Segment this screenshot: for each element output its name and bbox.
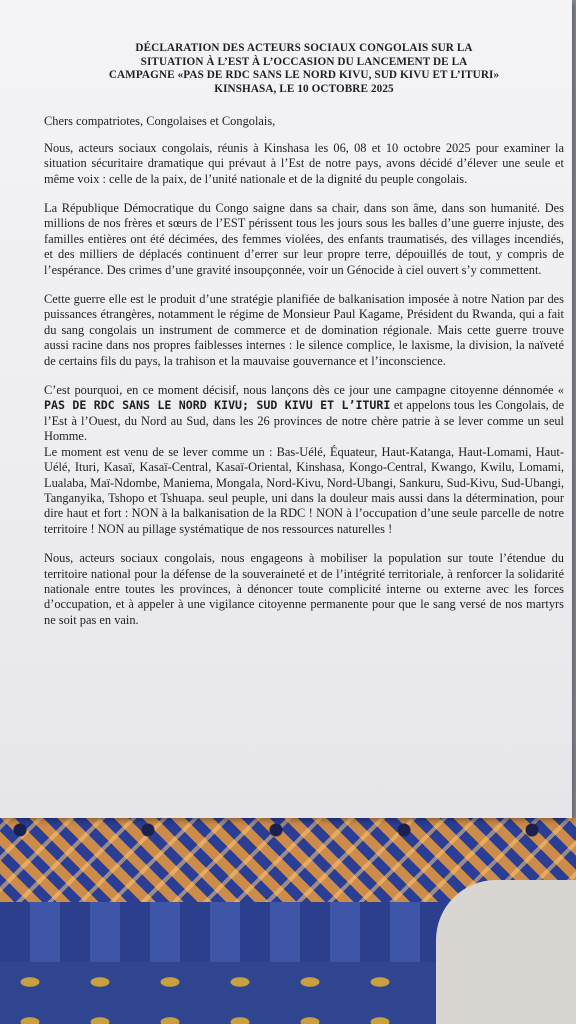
paragraph-campaign bbox=[44, 383, 564, 445]
title-line: CAMPAGNE «PAS DE RDC SANS LE NORD KIVU, SUD KIVU ET L’ITURI» bbox=[108, 69, 500, 82]
title-line: DÉCLARATION DES ACTEURS SOCIAUX CONGOLAIS SUR LA bbox=[135, 42, 473, 54]
paragraph-intro: Nous, acteurs sociaux congolais, réunis à Kinshasa les 06, 08 et 10 octobre 2025 pour examiner la situation sécuritaire dramatique qui prévaut à l’Est de notre pays, avons décidé d’élever une seule et même voix : celle de la paix, de l’unité nationale et de la dignité du peuple congolais. bbox=[44, 140, 564, 186]
title-line: KINSHASA, LE 10 OCTOBRE 2025 bbox=[214, 82, 394, 95]
paragraph-provinces: Le moment est venu de se lever comme un : Bas-Uélé, Équateur, Haut-Katanga, Haut-Lomami, Haut-Uélé, Ituri, Kasaï, Kasaï-Central, Kasaï-Oriental, Kinshasa, Kongo-Central, Kwango, Kwilu, Lomami, Lualaba, Maï-Ndombe, Maniema, Mongala, Nord-Kivu, Nord-Ubangi, Sankuru, Sud-Kivu, Sud-Ubangi, Tanganyika, Tshopo et Tshuapa. seul peuple, uni dans la douleur mais aussi dans la détermination, pour dire haut et fort : NON à la balkanisation de la RDC ! NON à l’occupation d’une seule parcelle de notre territoire ! NON au pillage systématique de nos ressources naturelles ! bbox=[44, 444, 564, 536]
paragraph-situation: La République Démocratique du Congo saigne dans sa chair, dans son âme, dans son humanité. Des millions de nos frères et sœurs de l’EST périssent tous les jours sous les balles d’une guerre injuste, des familles entières ont été décimées, des femmes violées, des enfants traumatisés, des villages incendiés, et des milliers de déplacés continuent d’errer sur leur propre terre, dépouillés de tout, y compris de l’espérance. Des crimes d’une gravité insoupçonnée, voir un Génocide à ciel ouvert s’y commettent. bbox=[44, 201, 564, 277]
document-title bbox=[44, 42, 564, 96]
document-content bbox=[44, 42, 564, 642]
background-surface bbox=[436, 880, 576, 1024]
paragraph-closing: Nous, acteurs sociaux congolais, nous engageons à mobiliser la population sur toute l’étendue du territoire national pour la défense de la souveraineté et de l’intégrité territoriale, à renforcer la solidarité nationale entre toutes les provinces, à dénoncer toute complicité interne ou externe avec les forces d’occupation, et à appeler à une vigilance citoyenne permanente pour que le sang versé de nos martyrs ne soit pas en vain. bbox=[44, 551, 564, 627]
paragraph-causes: Cette guerre elle est le produit d’une stratégie planifiée de balkanisation imposée à notre Nation par des puissances étrangères, notamment le régime de Monsieur Paul Kagame, Président du Rwanda, qui a fait du sang congolais un instrument de commerce et de domination régionale. Mais cette guerre trouve aussi racine dans nos propres faiblesses internes : le silence complice, le laxisme, la division, la naïveté de certains fils du pays, la trahison et la mauvaise gouvernance et l’inconscience. bbox=[44, 292, 564, 368]
campaign-text-before: C’est pourquoi, en ce moment décisif, nous lançons dès ce jour une campagne citoyenne dénnomée « bbox=[44, 383, 564, 398]
title-line: SITUATION À L’EST À L’OCCASION DU LANCEMENT DE LA bbox=[140, 55, 468, 68]
campaign-name: PAS DE RDC SANS LE NORD KIVU; SUD KIVU ET L’ITURI bbox=[44, 398, 391, 413]
campaign-text-after: et appelons tous les Congolais, de l’Est à l’Ouest, du Nord au Sud, dans les 26 provinces de notre chère patrie à se lever comme un seul Homme. bbox=[44, 398, 564, 444]
greeting: Chers compatriotes, Congolaises et Congolais, bbox=[44, 114, 276, 129]
